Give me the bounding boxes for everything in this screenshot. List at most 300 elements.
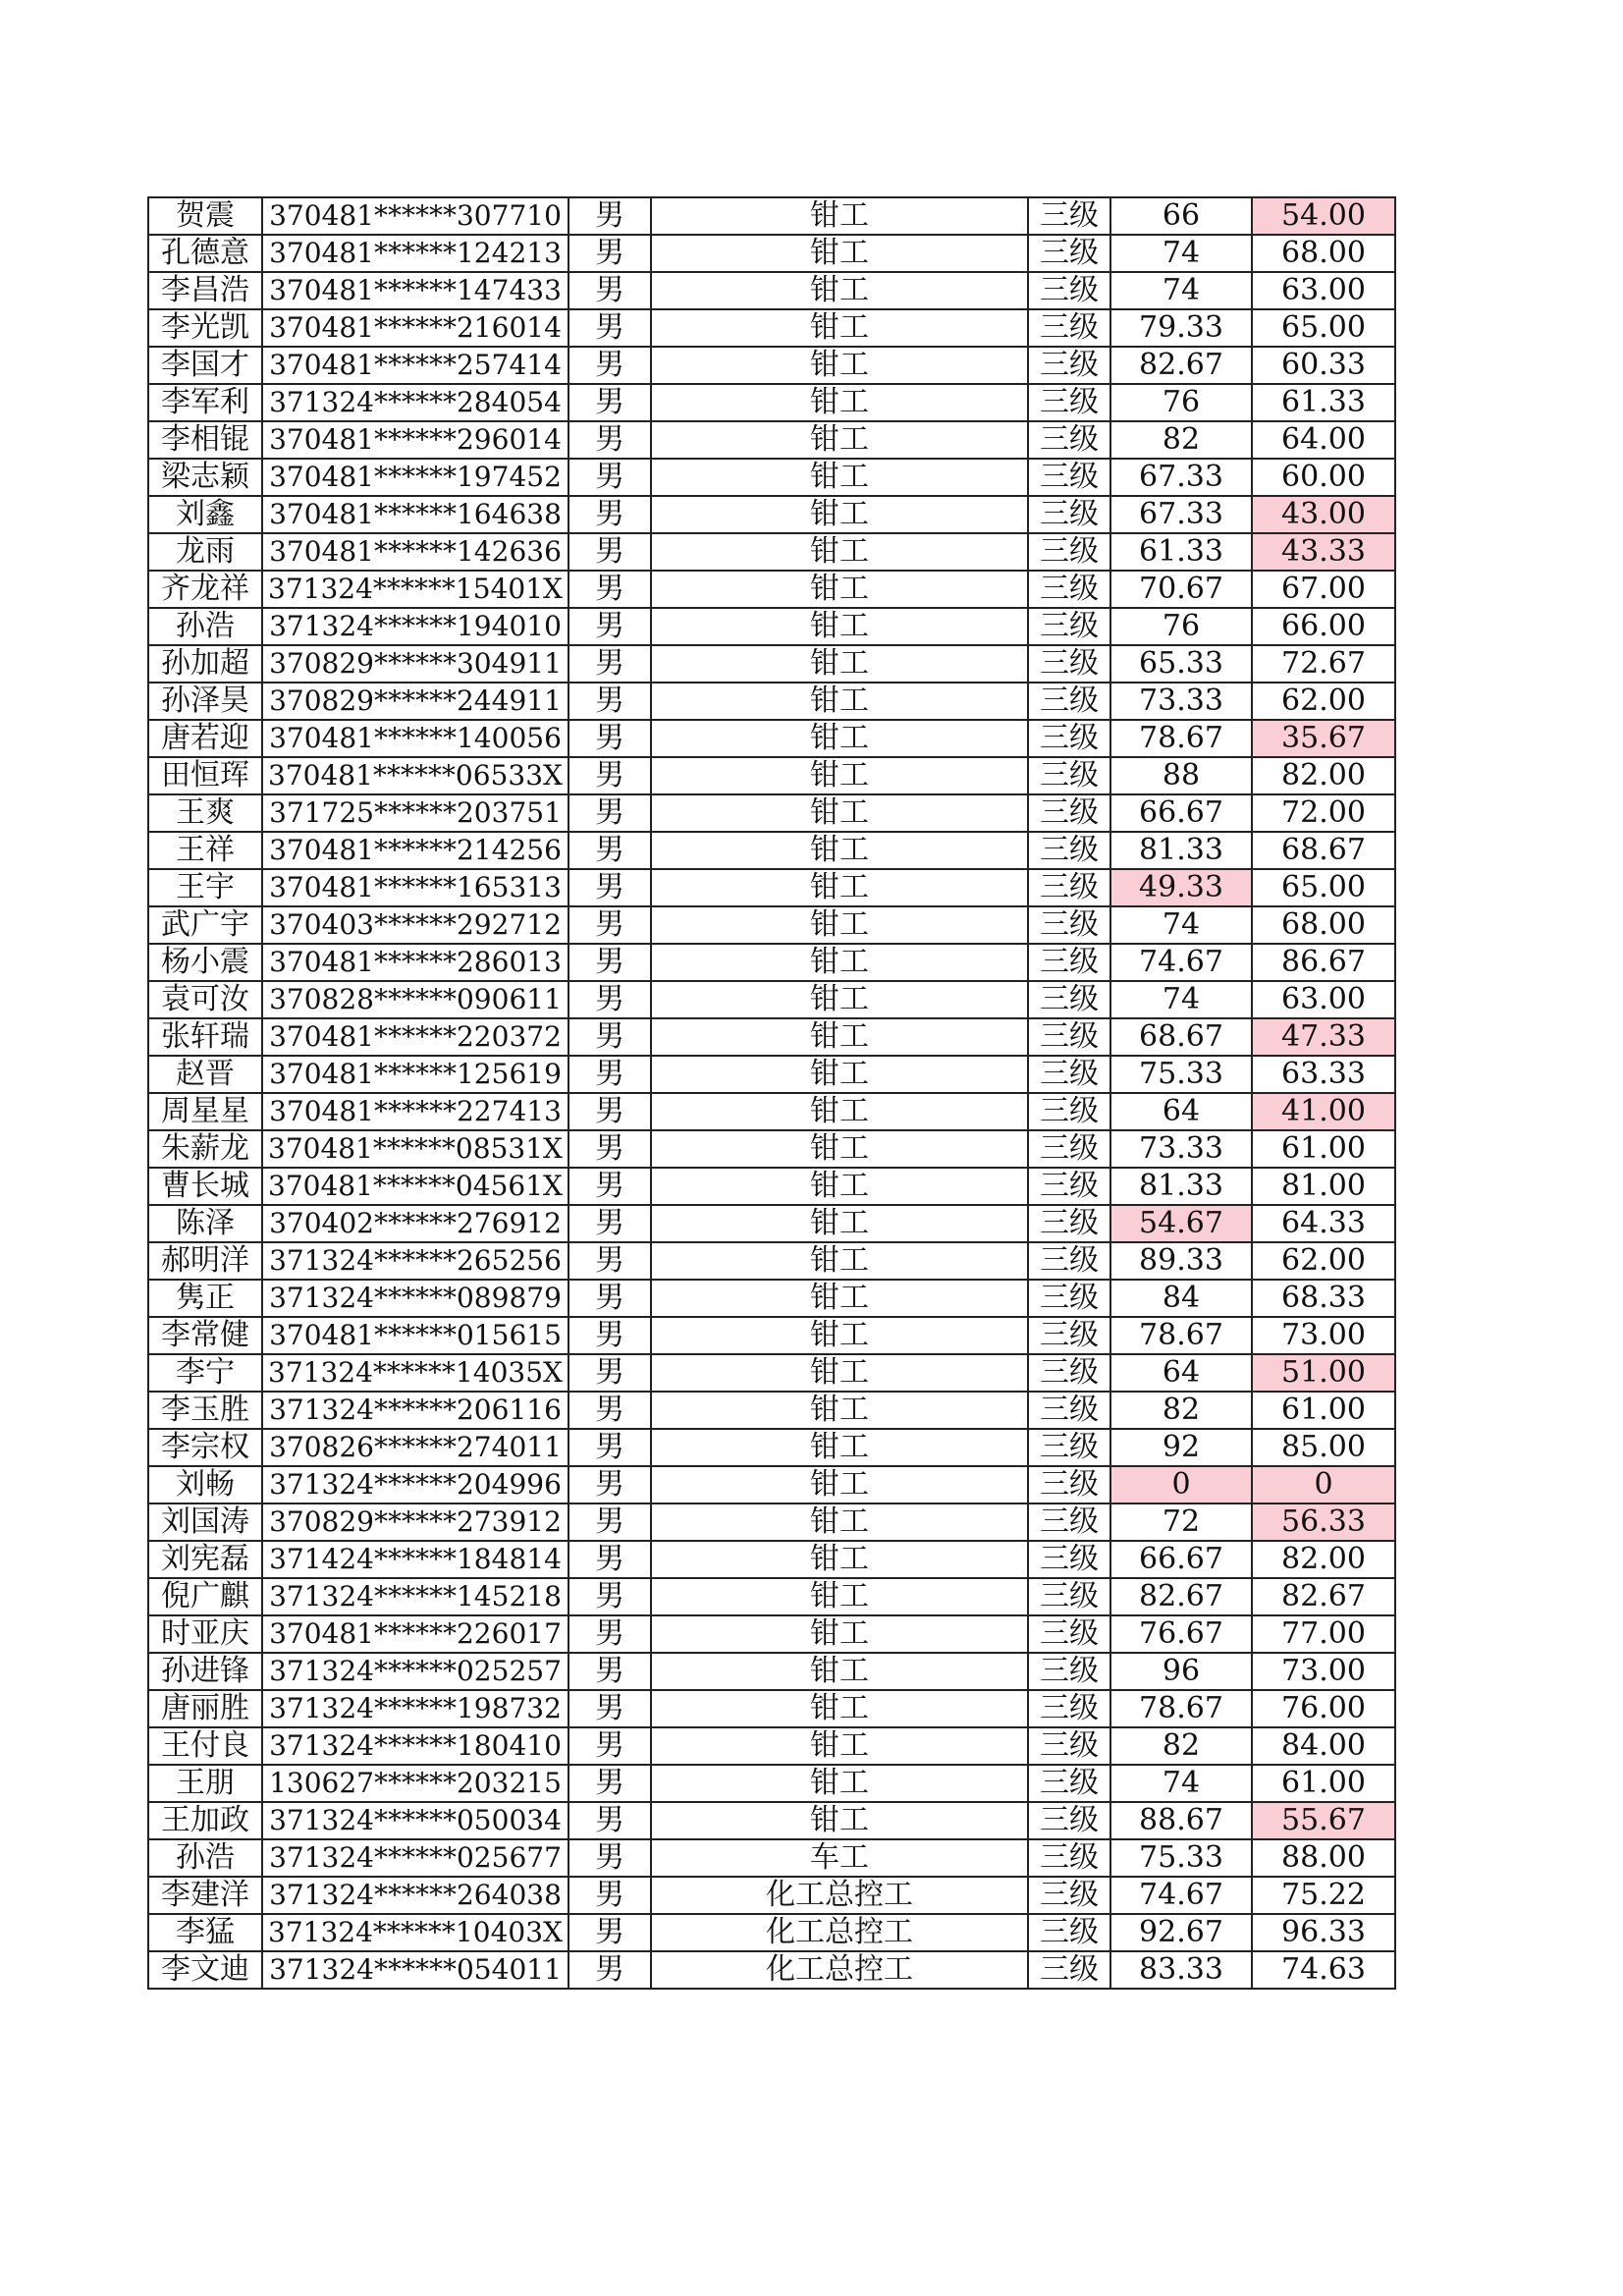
- name-cell: 王祥: [148, 832, 262, 869]
- id-number-cell: 371725******203751: [262, 794, 568, 832]
- occupation-cell: 钳工: [651, 1503, 1028, 1541]
- gender-cell: 男: [568, 645, 651, 683]
- theory-score-cell: 67.33: [1110, 459, 1252, 496]
- gender-cell: 男: [568, 1578, 651, 1615]
- practical-score-cell: 65.00: [1252, 869, 1395, 906]
- gender-cell: 男: [568, 347, 651, 384]
- name-cell: 孙进锋: [148, 1653, 262, 1690]
- name-cell: 李光凯: [148, 309, 262, 347]
- theory-score-cell: 67.33: [1110, 496, 1252, 533]
- gender-cell: 男: [568, 1727, 651, 1765]
- table-row: [148, 794, 1395, 832]
- table-row: [148, 1093, 1395, 1130]
- occupation-cell: 钳工: [651, 459, 1028, 496]
- theory-score-cell: 78.67: [1110, 1317, 1252, 1354]
- theory-score-cell: 61.33: [1110, 533, 1252, 571]
- table-row: [148, 1653, 1395, 1690]
- gender-cell: 男: [568, 1168, 651, 1205]
- practical-score-cell: 63.33: [1252, 1056, 1395, 1093]
- name-cell: 孔德意: [148, 235, 262, 272]
- occupation-cell: 钳工: [651, 1466, 1028, 1503]
- name-cell: 王付良: [148, 1727, 262, 1765]
- name-cell: 武广宇: [148, 906, 262, 944]
- name-cell: 梁志颖: [148, 459, 262, 496]
- id-number-cell: 370481******296014: [262, 421, 568, 459]
- theory-score-cell: 74: [1110, 981, 1252, 1018]
- practical-score-cell: 64.33: [1252, 1205, 1395, 1242]
- theory-score-cell: 82: [1110, 1727, 1252, 1765]
- practical-score-cell: 65.00: [1252, 309, 1395, 347]
- id-number-cell: 370481******164638: [262, 496, 568, 533]
- level-cell: 三级: [1028, 794, 1110, 832]
- practical-score-cell: 61.00: [1252, 1392, 1395, 1429]
- name-cell: 李建洋: [148, 1877, 262, 1914]
- table-row: [148, 1727, 1395, 1765]
- occupation-cell: 钳工: [651, 1354, 1028, 1392]
- gender-cell: 男: [568, 1690, 651, 1727]
- table-row: [148, 906, 1395, 944]
- theory-score-cell: 73.33: [1110, 1130, 1252, 1168]
- theory-score-cell: 73.33: [1110, 683, 1252, 720]
- table-row: [148, 832, 1395, 869]
- practical-score-cell: 35.67: [1252, 720, 1395, 757]
- theory-score-cell: 78.67: [1110, 720, 1252, 757]
- gender-cell: 男: [568, 421, 651, 459]
- name-cell: 郝明洋: [148, 1242, 262, 1280]
- occupation-cell: 车工: [651, 1839, 1028, 1877]
- gender-cell: 男: [568, 1392, 651, 1429]
- name-cell: 李国才: [148, 347, 262, 384]
- theory-score-cell: 75.33: [1110, 1839, 1252, 1877]
- id-number-cell: 370481******08531X: [262, 1130, 568, 1168]
- id-number-cell: 370481******257414: [262, 347, 568, 384]
- occupation-cell: 钳工: [651, 906, 1028, 944]
- level-cell: 三级: [1028, 720, 1110, 757]
- occupation-cell: 钳工: [651, 832, 1028, 869]
- gender-cell: 男: [568, 459, 651, 496]
- id-number-cell: 370481******015615: [262, 1317, 568, 1354]
- id-number-cell: 371324******089879: [262, 1280, 568, 1317]
- id-number-cell: 370481******147433: [262, 272, 568, 309]
- id-number-cell: 371324******284054: [262, 384, 568, 421]
- name-cell: 孙浩: [148, 608, 262, 645]
- name-cell: 李文迪: [148, 1951, 262, 1989]
- occupation-cell: 钳工: [651, 1280, 1028, 1317]
- level-cell: 三级: [1028, 384, 1110, 421]
- id-number-cell: 370481******220372: [262, 1018, 568, 1056]
- practical-score-cell: 77.00: [1252, 1615, 1395, 1653]
- name-cell: 孙加超: [148, 645, 262, 683]
- practical-score-cell: 63.00: [1252, 272, 1395, 309]
- name-cell: 王加政: [148, 1802, 262, 1839]
- table-row: [148, 197, 1395, 235]
- level-cell: 三级: [1028, 1429, 1110, 1466]
- name-cell: 龙雨: [148, 533, 262, 571]
- name-cell: 李猛: [148, 1914, 262, 1951]
- id-number-cell: 370481******142636: [262, 533, 568, 571]
- table-row: [148, 757, 1395, 794]
- id-number-cell: 371324******025677: [262, 1839, 568, 1877]
- theory-score-cell: 66: [1110, 197, 1252, 235]
- theory-score-cell: 76: [1110, 384, 1252, 421]
- table-row: [148, 1168, 1395, 1205]
- level-cell: 三级: [1028, 1877, 1110, 1914]
- id-number-cell: 370481******286013: [262, 944, 568, 981]
- practical-score-cell: 51.00: [1252, 1354, 1395, 1392]
- id-number-cell: 371324******14035X: [262, 1354, 568, 1392]
- id-number-cell: 371324******025257: [262, 1653, 568, 1690]
- name-cell: 隽正: [148, 1280, 262, 1317]
- theory-score-cell: 76.67: [1110, 1615, 1252, 1653]
- level-cell: 三级: [1028, 981, 1110, 1018]
- table-row: [148, 720, 1395, 757]
- table-row: [148, 1130, 1395, 1168]
- practical-score-cell: 56.33: [1252, 1503, 1395, 1541]
- practical-score-cell: 86.67: [1252, 944, 1395, 981]
- level-cell: 三级: [1028, 944, 1110, 981]
- table-row: [148, 608, 1395, 645]
- table-row: [148, 1914, 1395, 1951]
- name-cell: 唐丽胜: [148, 1690, 262, 1727]
- occupation-cell: 钳工: [651, 496, 1028, 533]
- theory-score-cell: 74: [1110, 235, 1252, 272]
- theory-score-cell: 84: [1110, 1280, 1252, 1317]
- occupation-cell: 钳工: [651, 1727, 1028, 1765]
- theory-score-cell: 82: [1110, 1392, 1252, 1429]
- name-cell: 李常健: [148, 1317, 262, 1354]
- level-cell: 三级: [1028, 1093, 1110, 1130]
- table-row: [148, 1503, 1395, 1541]
- gender-cell: 男: [568, 1429, 651, 1466]
- practical-score-cell: 75.22: [1252, 1877, 1395, 1914]
- table-row: [148, 1056, 1395, 1093]
- gender-cell: 男: [568, 1242, 651, 1280]
- theory-score-cell: 74.67: [1110, 944, 1252, 981]
- id-number-cell: 370481******165313: [262, 869, 568, 906]
- table-row: [148, 235, 1395, 272]
- occupation-cell: 钳工: [651, 1056, 1028, 1093]
- gender-cell: 男: [568, 757, 651, 794]
- level-cell: 三级: [1028, 1242, 1110, 1280]
- gender-cell: 男: [568, 1280, 651, 1317]
- theory-score-cell: 70.67: [1110, 571, 1252, 608]
- level-cell: 三级: [1028, 1615, 1110, 1653]
- name-cell: 袁可汝: [148, 981, 262, 1018]
- gender-cell: 男: [568, 1541, 651, 1578]
- occupation-cell: 钳工: [651, 1578, 1028, 1615]
- practical-score-cell: 82.00: [1252, 757, 1395, 794]
- gender-cell: 男: [568, 533, 651, 571]
- name-cell: 曹长城: [148, 1168, 262, 1205]
- practical-score-cell: 47.33: [1252, 1018, 1395, 1056]
- occupation-cell: 钳工: [651, 869, 1028, 906]
- occupation-cell: 钳工: [651, 1541, 1028, 1578]
- name-cell: 唐若迎: [148, 720, 262, 757]
- id-number-cell: 370826******274011: [262, 1429, 568, 1466]
- name-cell: 王朋: [148, 1765, 262, 1802]
- practical-score-cell: 76.00: [1252, 1690, 1395, 1727]
- table-row: [148, 309, 1395, 347]
- theory-score-cell: 66.67: [1110, 1541, 1252, 1578]
- name-cell: 孙泽昊: [148, 683, 262, 720]
- level-cell: 三级: [1028, 235, 1110, 272]
- gender-cell: 男: [568, 1056, 651, 1093]
- gender-cell: 男: [568, 496, 651, 533]
- theory-score-cell: 92: [1110, 1429, 1252, 1466]
- practical-score-cell: 43.33: [1252, 533, 1395, 571]
- table-row: [148, 421, 1395, 459]
- theory-score-cell: 76: [1110, 608, 1252, 645]
- id-number-cell: 370481******226017: [262, 1615, 568, 1653]
- practical-score-cell: 88.00: [1252, 1839, 1395, 1877]
- practical-score-cell: 82.00: [1252, 1541, 1395, 1578]
- occupation-cell: 钳工: [651, 1205, 1028, 1242]
- level-cell: 三级: [1028, 1914, 1110, 1951]
- table-row: [148, 1765, 1395, 1802]
- occupation-cell: 化工总控工: [651, 1951, 1028, 1989]
- level-cell: 三级: [1028, 1802, 1110, 1839]
- occupation-cell: 钳工: [651, 1168, 1028, 1205]
- occupation-cell: 钳工: [651, 645, 1028, 683]
- occupation-cell: 钳工: [651, 608, 1028, 645]
- name-cell: 赵晋: [148, 1056, 262, 1093]
- id-number-cell: 370481******06533X: [262, 757, 568, 794]
- level-cell: 三级: [1028, 1168, 1110, 1205]
- practical-score-cell: 67.00: [1252, 571, 1395, 608]
- id-number-cell: 370828******090611: [262, 981, 568, 1018]
- level-cell: 三级: [1028, 1690, 1110, 1727]
- name-cell: 杨小震: [148, 944, 262, 981]
- practical-score-cell: 64.00: [1252, 421, 1395, 459]
- occupation-cell: 钳工: [651, 683, 1028, 720]
- level-cell: 三级: [1028, 1018, 1110, 1056]
- occupation-cell: 钳工: [651, 1429, 1028, 1466]
- occupation-cell: 钳工: [651, 794, 1028, 832]
- table-row: [148, 1018, 1395, 1056]
- practical-score-cell: 72.67: [1252, 645, 1395, 683]
- gender-cell: 男: [568, 1018, 651, 1056]
- gender-cell: 男: [568, 1354, 651, 1392]
- level-cell: 三级: [1028, 1466, 1110, 1503]
- level-cell: 三级: [1028, 645, 1110, 683]
- table-row: [148, 1242, 1395, 1280]
- id-number-cell: 371424******184814: [262, 1541, 568, 1578]
- practical-score-cell: 62.00: [1252, 683, 1395, 720]
- theory-score-cell: 49.33: [1110, 869, 1252, 906]
- level-cell: 三级: [1028, 1056, 1110, 1093]
- level-cell: 三级: [1028, 496, 1110, 533]
- practical-score-cell: 68.00: [1252, 906, 1395, 944]
- table-row: [148, 1690, 1395, 1727]
- level-cell: 三级: [1028, 1280, 1110, 1317]
- level-cell: 三级: [1028, 533, 1110, 571]
- occupation-cell: 钳工: [651, 1093, 1028, 1130]
- theory-score-cell: 78.67: [1110, 1690, 1252, 1727]
- gender-cell: 男: [568, 832, 651, 869]
- table-row: [148, 981, 1395, 1018]
- name-cell: 刘国涛: [148, 1503, 262, 1541]
- table-row: [148, 869, 1395, 906]
- theory-score-cell: 74: [1110, 272, 1252, 309]
- id-number-cell: 371324******145218: [262, 1578, 568, 1615]
- level-cell: 三级: [1028, 683, 1110, 720]
- name-cell: 王爽: [148, 794, 262, 832]
- practical-score-cell: 84.00: [1252, 1727, 1395, 1765]
- practical-score-cell: 43.00: [1252, 496, 1395, 533]
- id-number-cell: 370481******125619: [262, 1056, 568, 1093]
- table-row: [148, 1615, 1395, 1653]
- id-number-cell: 371324******206116: [262, 1392, 568, 1429]
- practical-score-cell: 60.33: [1252, 347, 1395, 384]
- gender-cell: 男: [568, 272, 651, 309]
- id-number-cell: 371324******204996: [262, 1466, 568, 1503]
- occupation-cell: 钳工: [651, 1242, 1028, 1280]
- occupation-cell: 钳工: [651, 421, 1028, 459]
- name-cell: 李军利: [148, 384, 262, 421]
- practical-score-cell: 74.63: [1252, 1951, 1395, 1989]
- occupation-cell: 钳工: [651, 1802, 1028, 1839]
- occupation-cell: 钳工: [651, 1018, 1028, 1056]
- id-number-cell: 370829******244911: [262, 683, 568, 720]
- theory-score-cell: 74: [1110, 1765, 1252, 1802]
- table-row: [148, 645, 1395, 683]
- gender-cell: 男: [568, 981, 651, 1018]
- practical-score-cell: 0: [1252, 1466, 1395, 1503]
- gender-cell: 男: [568, 1765, 651, 1802]
- theory-score-cell: 72: [1110, 1503, 1252, 1541]
- level-cell: 三级: [1028, 1765, 1110, 1802]
- id-number-cell: 371324******050034: [262, 1802, 568, 1839]
- id-number-cell: 370481******124213: [262, 235, 568, 272]
- table-row: [148, 1802, 1395, 1839]
- id-number-cell: 370481******214256: [262, 832, 568, 869]
- level-cell: 三级: [1028, 869, 1110, 906]
- id-number-cell: 371324******15401X: [262, 571, 568, 608]
- gender-cell: 男: [568, 1914, 651, 1951]
- gender-cell: 男: [568, 869, 651, 906]
- table-row: [148, 1205, 1395, 1242]
- gender-cell: 男: [568, 906, 651, 944]
- table-row: [148, 1354, 1395, 1392]
- theory-score-cell: 0: [1110, 1466, 1252, 1503]
- practical-score-cell: 62.00: [1252, 1242, 1395, 1280]
- practical-score-cell: 66.00: [1252, 608, 1395, 645]
- occupation-cell: 钳工: [651, 1765, 1028, 1802]
- id-number-cell: 371324******265256: [262, 1242, 568, 1280]
- id-number-cell: 370829******273912: [262, 1503, 568, 1541]
- id-number-cell: 370481******307710: [262, 197, 568, 235]
- practical-score-cell: 73.00: [1252, 1653, 1395, 1690]
- practical-score-cell: 81.00: [1252, 1168, 1395, 1205]
- level-cell: 三级: [1028, 571, 1110, 608]
- theory-score-cell: 64: [1110, 1354, 1252, 1392]
- practical-score-cell: 85.00: [1252, 1429, 1395, 1466]
- theory-score-cell: 74: [1110, 906, 1252, 944]
- occupation-cell: 钳工: [651, 235, 1028, 272]
- level-cell: 三级: [1028, 1392, 1110, 1429]
- level-cell: 三级: [1028, 906, 1110, 944]
- name-cell: 齐龙祥: [148, 571, 262, 608]
- gender-cell: 男: [568, 235, 651, 272]
- occupation-cell: 化工总控工: [651, 1914, 1028, 1951]
- gender-cell: 男: [568, 1503, 651, 1541]
- gender-cell: 男: [568, 944, 651, 981]
- gender-cell: 男: [568, 1839, 651, 1877]
- name-cell: 田恒珲: [148, 757, 262, 794]
- id-number-cell: 370481******04561X: [262, 1168, 568, 1205]
- table-row: [148, 1392, 1395, 1429]
- theory-score-cell: 82: [1110, 421, 1252, 459]
- occupation-cell: 钳工: [651, 720, 1028, 757]
- gender-cell: 男: [568, 1615, 651, 1653]
- theory-score-cell: 68.67: [1110, 1018, 1252, 1056]
- id-number-cell: 370481******197452: [262, 459, 568, 496]
- level-cell: 三级: [1028, 1205, 1110, 1242]
- name-cell: 李宗权: [148, 1429, 262, 1466]
- level-cell: 三级: [1028, 1839, 1110, 1877]
- occupation-cell: 化工总控工: [651, 1877, 1028, 1914]
- id-number-cell: 371324******10403X: [262, 1914, 568, 1951]
- name-cell: 李玉胜: [148, 1392, 262, 1429]
- gender-cell: 男: [568, 309, 651, 347]
- name-cell: 时亚庆: [148, 1615, 262, 1653]
- table-row: [148, 1541, 1395, 1578]
- id-number-cell: 371324******264038: [262, 1877, 568, 1914]
- theory-score-cell: 66.67: [1110, 794, 1252, 832]
- id-number-cell: 371324******194010: [262, 608, 568, 645]
- level-cell: 三级: [1028, 1317, 1110, 1354]
- occupation-cell: 钳工: [651, 1615, 1028, 1653]
- gender-cell: 男: [568, 794, 651, 832]
- theory-score-cell: 83.33: [1110, 1951, 1252, 1989]
- gender-cell: 男: [568, 608, 651, 645]
- practical-score-cell: 61.00: [1252, 1130, 1395, 1168]
- gender-cell: 男: [568, 571, 651, 608]
- occupation-cell: 钳工: [651, 1653, 1028, 1690]
- table-row: [148, 1466, 1395, 1503]
- level-cell: 三级: [1028, 608, 1110, 645]
- name-cell: 倪广麒: [148, 1578, 262, 1615]
- practical-score-cell: 55.67: [1252, 1802, 1395, 1839]
- theory-score-cell: 79.33: [1110, 309, 1252, 347]
- gender-cell: 男: [568, 1653, 651, 1690]
- theory-score-cell: 64: [1110, 1093, 1252, 1130]
- level-cell: 三级: [1028, 757, 1110, 794]
- gender-cell: 男: [568, 197, 651, 235]
- table-row: [148, 1429, 1395, 1466]
- practical-score-cell: 82.67: [1252, 1578, 1395, 1615]
- gender-cell: 男: [568, 1205, 651, 1242]
- table-row: [148, 683, 1395, 720]
- gender-cell: 男: [568, 1130, 651, 1168]
- name-cell: 刘鑫: [148, 496, 262, 533]
- occupation-cell: 钳工: [651, 533, 1028, 571]
- practical-score-cell: 68.00: [1252, 235, 1395, 272]
- gender-cell: 男: [568, 1093, 651, 1130]
- level-cell: 三级: [1028, 1653, 1110, 1690]
- table-row: [148, 1578, 1395, 1615]
- theory-score-cell: 82.67: [1110, 1578, 1252, 1615]
- level-cell: 三级: [1028, 347, 1110, 384]
- score-table-body: [148, 197, 1395, 1989]
- occupation-cell: 钳工: [651, 1317, 1028, 1354]
- occupation-cell: 钳工: [651, 757, 1028, 794]
- id-number-cell: 370402******276912: [262, 1205, 568, 1242]
- theory-score-cell: 89.33: [1110, 1242, 1252, 1280]
- practical-score-cell: 60.00: [1252, 459, 1395, 496]
- occupation-cell: 钳工: [651, 384, 1028, 421]
- gender-cell: 男: [568, 1466, 651, 1503]
